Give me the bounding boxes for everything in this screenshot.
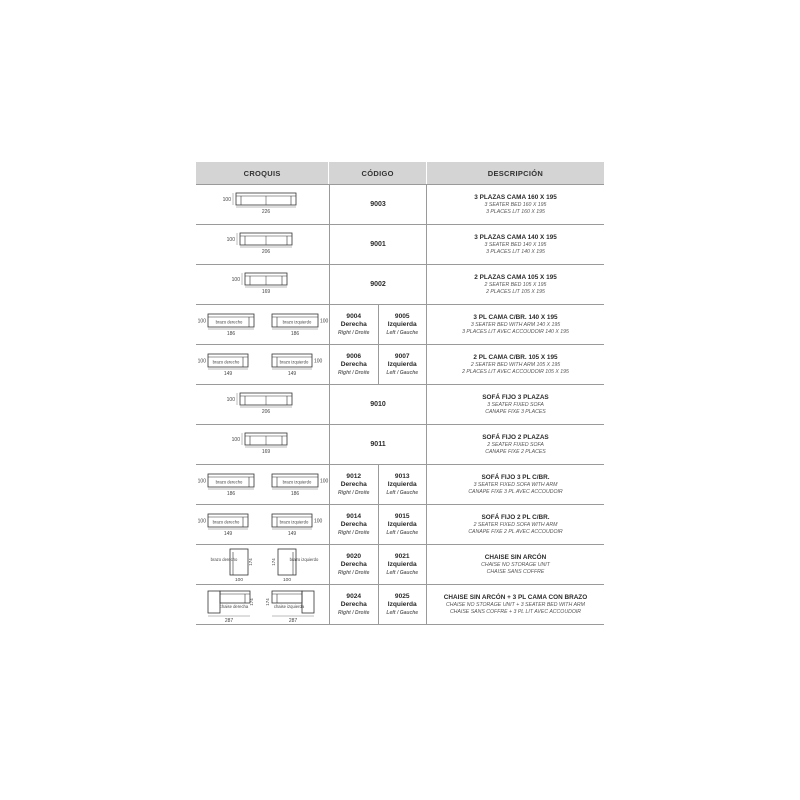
- description-es: SOFÁ FIJO 2 PL C/BR.: [481, 514, 550, 521]
- croquis-sketch: [196, 585, 329, 624]
- croquis-sketch: [196, 345, 329, 384]
- description-fr: 3 PLACES LIT 140 X 195: [486, 248, 545, 255]
- height-dimension: 100: [197, 478, 206, 485]
- code-variant: [378, 505, 427, 544]
- description-es: SOFÁ FIJO 3 PLAZAS: [482, 394, 549, 401]
- orientation-sublabel: Left / Gauche: [386, 529, 419, 536]
- product-code: 9005: [394, 312, 410, 320]
- arm-label-right: brazo izquierdo: [279, 519, 309, 525]
- description-es: CHAISE SIN ARCÓN: [484, 554, 547, 561]
- descripcion-cell: [426, 465, 604, 504]
- product-code: 9011: [370, 441, 386, 448]
- orientation-label: Derecha: [340, 560, 367, 568]
- descripcion-cell: [426, 385, 604, 424]
- description-fr: CANAPE FIXE 3 PLACES: [485, 408, 546, 415]
- chaise-label-left: chaise derecha: [219, 604, 249, 609]
- croquis-cell: [196, 505, 329, 544]
- height-dimension: 100: [197, 358, 206, 365]
- croquis-sketch: [196, 385, 329, 424]
- description-es: 3 PLAZAS CAMA 160 X 195: [474, 194, 557, 201]
- orientation-sublabel: Left / Gauche: [386, 369, 419, 376]
- croquis-sketch: [196, 425, 329, 464]
- arm-label-right: brazo izquierdo: [289, 557, 319, 562]
- width-dimension: 287: [288, 618, 298, 624]
- height-dimension: 174: [271, 558, 276, 566]
- description-en: 2 SEATER BED WITH ARM 105 X 195: [470, 362, 561, 368]
- width-dimension: 169: [261, 289, 271, 295]
- description-fr: CANAPE FIXE 2 PLACES: [485, 448, 546, 455]
- code-variant: [378, 465, 427, 504]
- description-en: 2 SEATER FIXED SOFA: [487, 442, 544, 448]
- croquis-sketch: [196, 305, 329, 344]
- table-row: [196, 425, 604, 465]
- orientation-sublabel: Right / Droite: [338, 569, 370, 576]
- width-dimension: 186: [290, 331, 300, 337]
- codigo-cell: [329, 465, 426, 504]
- orientation-label: Derecha: [340, 360, 367, 368]
- croquis-sketch: [196, 545, 329, 584]
- codigo-cell: [329, 305, 426, 344]
- arm-label-right: brazo izquierdo: [282, 319, 312, 325]
- height-dimension: 100: [231, 277, 240, 283]
- descripcion-cell: [426, 505, 604, 544]
- codigo-cell: [329, 425, 426, 464]
- width-dimension: 186: [226, 331, 236, 337]
- table-row: [196, 465, 604, 505]
- description-fr: CHAISE SANS COFFRE: [486, 568, 545, 575]
- croquis-cell: [196, 305, 329, 344]
- croquis-cell: [196, 425, 329, 464]
- code-variant: [330, 585, 378, 624]
- croquis-cell: [196, 345, 329, 384]
- code-pair: [330, 305, 426, 344]
- height-dimension: 100: [226, 397, 235, 403]
- table-row: [196, 185, 604, 225]
- code-variant: [330, 465, 378, 504]
- codigo-cell: [329, 385, 426, 424]
- product-code: 9001: [370, 241, 386, 248]
- descripcion-cell: [426, 265, 604, 304]
- descripcion-cell: [426, 545, 604, 584]
- width-dimension: 287: [224, 618, 234, 624]
- orientation-label: Derecha: [340, 600, 367, 608]
- croquis-cell: [196, 465, 329, 504]
- orientation-sublabel: Left / Gauche: [386, 489, 419, 496]
- arm-label-left: brazo derecho: [215, 479, 243, 485]
- table-row: [196, 265, 604, 305]
- code-variant: [330, 545, 378, 584]
- code-variant: [330, 345, 378, 384]
- description-fr: CANAPE FIXE 3 PL AVEC ACCOUDOIR: [468, 488, 563, 495]
- header-descripcion: DESCRIPCIÓN: [426, 162, 604, 184]
- description-es: 2 PLAZAS CAMA 105 X 195: [474, 274, 557, 281]
- croquis-cell: [196, 545, 329, 584]
- codigo-cell: [329, 585, 426, 624]
- product-table: [196, 162, 604, 625]
- code-variant: [378, 345, 427, 384]
- height-dimension: 100: [320, 318, 329, 325]
- product-code: 9025: [394, 592, 410, 600]
- descripcion-cell: [426, 305, 604, 344]
- description-en: 3 SEATER FIXED SOFA: [487, 402, 544, 408]
- croquis-cell: [196, 385, 329, 424]
- croquis-cell: [196, 265, 329, 304]
- height-dimension: 100: [222, 197, 231, 203]
- height-dimension: 100: [314, 518, 323, 525]
- codigo-cell: [329, 505, 426, 544]
- description-es: SOFÁ FIJO 2 PLAZAS: [482, 434, 549, 441]
- description-es: SOFÁ FIJO 3 PL C/BR.: [481, 474, 550, 481]
- orientation-sublabel: Left / Gauche: [386, 609, 419, 616]
- height-dimension: 100: [197, 318, 206, 325]
- code-variant: [378, 305, 427, 344]
- descripcion-cell: [426, 585, 604, 624]
- description-es: 2 PL CAMA C/BR. 105 X 195: [473, 354, 558, 361]
- table-row: [196, 505, 604, 545]
- product-code: 9004: [346, 312, 362, 320]
- description-en: 3 SEATER BED 140 X 195: [484, 242, 547, 248]
- height-dimension: 174: [265, 598, 270, 606]
- arm-label-left: brazo derecho: [212, 519, 240, 525]
- product-code: 9013: [394, 472, 410, 480]
- width-dimension: 149: [287, 371, 297, 377]
- height-dimension: 174: [248, 558, 253, 566]
- descripcion-cell: [426, 185, 604, 224]
- width-dimension: 226: [261, 209, 271, 215]
- orientation-sublabel: Right / Droite: [338, 529, 370, 536]
- orientation-label: Izquierda: [387, 600, 417, 608]
- orientation-label: Izquierda: [387, 320, 417, 328]
- code-pair: [330, 505, 426, 544]
- height-dimension: 100: [320, 478, 329, 485]
- product-code: 9024: [346, 592, 362, 600]
- product-code: 9002: [370, 281, 386, 288]
- code-pair: [330, 585, 426, 624]
- croquis-cell: [196, 225, 329, 264]
- description-fr: 3 PLACES LIT 160 X 195: [486, 208, 545, 215]
- height-dimension: 100: [231, 437, 240, 443]
- product-code: 9020: [346, 552, 362, 560]
- product-code: 9015: [394, 512, 410, 520]
- width-dimension: 206: [261, 249, 271, 255]
- description-fr: CHAISE SANS COFFRE + 3 PL LIT AVEC ACCOUDOIR: [449, 608, 582, 615]
- product-code: 9007: [394, 352, 410, 360]
- width-dimension: 206: [261, 409, 271, 415]
- croquis-sketch: [196, 265, 329, 304]
- croquis-sketch: [196, 465, 329, 504]
- width-dimension: 169: [261, 449, 271, 455]
- product-code: 9012: [346, 472, 362, 480]
- croquis-sketch: [196, 185, 329, 224]
- code-pair: [330, 545, 426, 584]
- orientation-sublabel: Right / Droite: [338, 329, 370, 336]
- orientation-sublabel: Right / Droite: [338, 369, 370, 376]
- table-header: [196, 162, 604, 185]
- orientation-label: Izquierda: [387, 560, 417, 568]
- code-variant: [378, 585, 427, 624]
- width-dimension: 186: [290, 491, 300, 497]
- height-dimension: 100: [226, 237, 235, 243]
- height-dimension: 100: [314, 358, 323, 365]
- height-dimension: 100: [197, 518, 206, 525]
- codigo-cell: [329, 265, 426, 304]
- orientation-sublabel: Right / Droite: [338, 489, 370, 496]
- arm-label-right: brazo izquierdo: [279, 359, 309, 365]
- croquis-cell: [196, 585, 329, 624]
- table-row: [196, 545, 604, 585]
- table-row: [196, 585, 604, 625]
- description-es: 3 PLAZAS CAMA 140 X 195: [474, 234, 557, 241]
- orientation-label: Derecha: [340, 520, 367, 528]
- width-dimension: 100: [282, 578, 292, 583]
- orientation-label: Derecha: [340, 320, 367, 328]
- arm-label-right: brazo izquierdo: [282, 479, 312, 485]
- header-croquis: CROQUIS: [243, 168, 281, 178]
- description-en: 2 SEATER BED 105 X 195: [484, 282, 547, 288]
- table-row: [196, 345, 604, 385]
- product-code: 9003: [370, 201, 386, 208]
- orientation-sublabel: Left / Gauche: [386, 569, 419, 576]
- description-en: 3 SEATER BED 160 X 195: [484, 202, 547, 208]
- height-dimension: 174: [249, 598, 254, 606]
- arm-label-left: brazo derecho: [212, 359, 240, 365]
- product-code: 9021: [394, 552, 410, 560]
- header-codigo: CÓDIGO: [328, 162, 426, 184]
- width-dimension: 149: [223, 371, 233, 377]
- product-code: 9010: [370, 401, 386, 408]
- table-row: [196, 225, 604, 265]
- description-fr: 2 PLACES LIT 105 X 195: [486, 288, 545, 295]
- description-fr: CANAPE FIXE 2 PL AVEC ACCOUDOIR: [468, 528, 563, 535]
- width-dimension: 149: [287, 531, 297, 537]
- description-en: CHAISE NO STORAGE UNIT + 3 SEATER BED WITH ARM: [446, 602, 585, 608]
- table-row: [196, 305, 604, 345]
- table-row: [196, 385, 604, 425]
- code-pair: [330, 465, 426, 504]
- width-dimension: 149: [223, 531, 233, 537]
- description-en: 3 SEATER FIXED SOFA WITH ARM: [473, 482, 558, 488]
- arm-label-left: brazo derecho: [215, 319, 243, 325]
- orientation-label: Izquierda: [387, 480, 417, 488]
- width-dimension: 186: [226, 491, 236, 497]
- orientation-label: Derecha: [340, 480, 367, 488]
- code-variant: [378, 545, 427, 584]
- code-variant: [330, 505, 378, 544]
- arm-label-left: brazo derecho: [210, 557, 238, 562]
- description-en: CHAISE NO STORAGE UNIT: [481, 562, 550, 568]
- orientation-sublabel: Right / Droite: [338, 609, 370, 616]
- product-code: 9006: [346, 352, 362, 360]
- codigo-cell: [329, 545, 426, 584]
- croquis-sketch: [196, 505, 329, 544]
- width-dimension: 100: [234, 578, 244, 583]
- codigo-cell: [329, 185, 426, 224]
- description-es: 3 PL CAMA C/BR. 140 X 195: [473, 314, 558, 321]
- descripcion-cell: [426, 345, 604, 384]
- codigo-cell: [329, 345, 426, 384]
- product-code: 9014: [346, 512, 362, 520]
- orientation-label: Izquierda: [387, 520, 417, 528]
- description-fr: 3 PLACES LIT AVEC ACCOUDOIR 140 X 195: [462, 328, 569, 335]
- description-es: CHAISE SIN ARCÓN + 3 PL CAMA CON BRAZO: [443, 594, 588, 601]
- croquis-cell: [196, 185, 329, 224]
- description-en: 2 SEATER FIXED SOFA WITH ARM: [473, 522, 558, 528]
- code-pair: [330, 345, 426, 384]
- orientation-label: Izquierda: [387, 360, 417, 368]
- croquis-sketch: [196, 225, 329, 264]
- codigo-cell: [329, 225, 426, 264]
- orientation-sublabel: Left / Gauche: [386, 329, 419, 336]
- description-fr: 2 PLACES LIT AVEC ACCOUDOIR 105 X 195: [462, 368, 569, 375]
- descripcion-cell: [426, 425, 604, 464]
- chaise-label-right: chaise izquierda: [273, 604, 305, 609]
- code-variant: [330, 305, 378, 344]
- description-en: 3 SEATER BED WITH ARM 140 X 195: [470, 322, 561, 328]
- descripcion-cell: [426, 225, 604, 264]
